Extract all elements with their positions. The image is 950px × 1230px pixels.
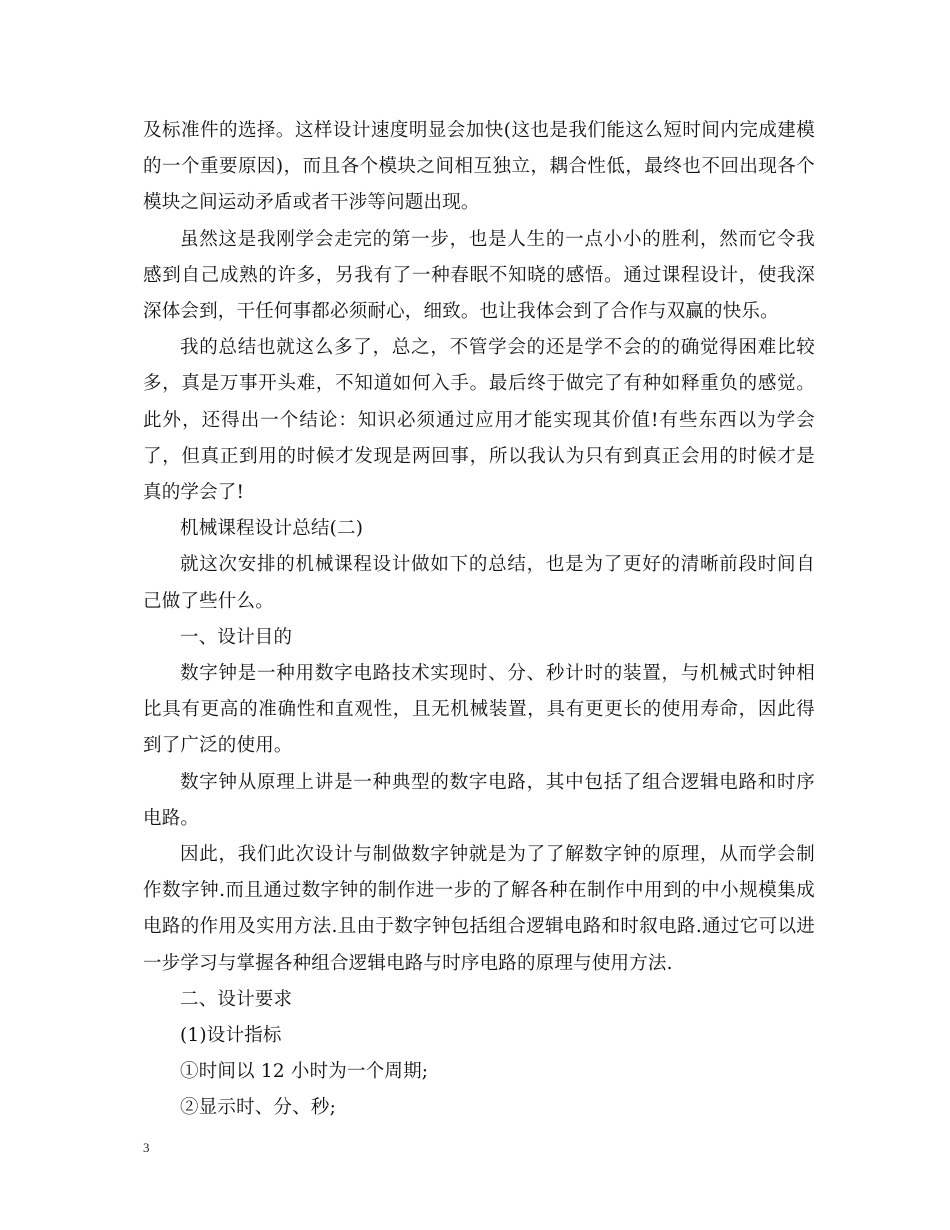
list-item: ②显示时、分、秒; [180, 1097, 337, 1119]
list-item: ①时间以 12 小时为一个周期; [180, 1061, 429, 1083]
section-title: 机械课程设计总结(二) [180, 518, 364, 540]
paragraph: 就这次安排的机械课程设计做如下的总结，也是为了更好的清晰前段时间自己做了些什么。 [143, 554, 815, 612]
page-number: 3 [143, 1140, 150, 1155]
paragraph: 我的总结也就这么多了，总之，不管学会的还是学不会的的确觉得困难比较多，真是万事开头难，不知道如何入手。最后终于做完了有种如释重负的感觉。此外，还得出一个结论：知识必须通过应用才能实现其价值!有些东西以为学会了，但真正到用的时候才发现是两回事，所以我认为只有到真正会用的时候才是真的学会了! [143, 337, 815, 504]
section-heading: 一、设计目的 [180, 626, 293, 648]
section-heading: 二、设计要求 [180, 988, 293, 1010]
document-body [143, 113, 815, 1127]
paragraph: 虽然这是我刚学会走完的第一步，也是人生的一点小小的胜利，然而它令我感到自己成熟的许多，另我有了一种春眠不知晓的感悟。通过课程设计，使我深深体会到，干任何事都必须耐心，细致。也让我体会到了合作与双赢的快乐。 [143, 228, 815, 323]
paragraph: 因此，我们此次设计与制做数字钟就是为了了解数字钟的原理，从而学会制作数字钟.而且通过数字钟的制作进一步的了解各种在制作中用到的中小规模集成电路的作用及实用方法.且由于数字钟包括组合逻辑电路和时叙电路.通过它可以进一步学习与掌握各种组合逻辑电路与时序电路的原理与使用方法. [143, 844, 815, 974]
paragraph: 及标准件的选择。这样设计速度明显会加快(这也是我们能这么短时间内完成建模的一个重要原因)，而且各个模块之间相互独立，耦合性低，最终也不回出现各个模块之间运动矛盾或者干涉等问题出现。 [143, 120, 815, 214]
subsection-heading: (1)设计指标 [180, 1025, 282, 1047]
paragraph: 数字钟是一种用数字电路技术实现时、分、秒计时的装置，与机械式时钟相比具有更高的准确性和直观性，且无机械装置，具有更更长的使用寿命，因此得到了广泛的使用。 [143, 663, 815, 757]
paragraph: 数字钟从原理上讲是一种典型的数字电路，其中包括了组合逻辑电路和时序电路。 [143, 771, 815, 829]
